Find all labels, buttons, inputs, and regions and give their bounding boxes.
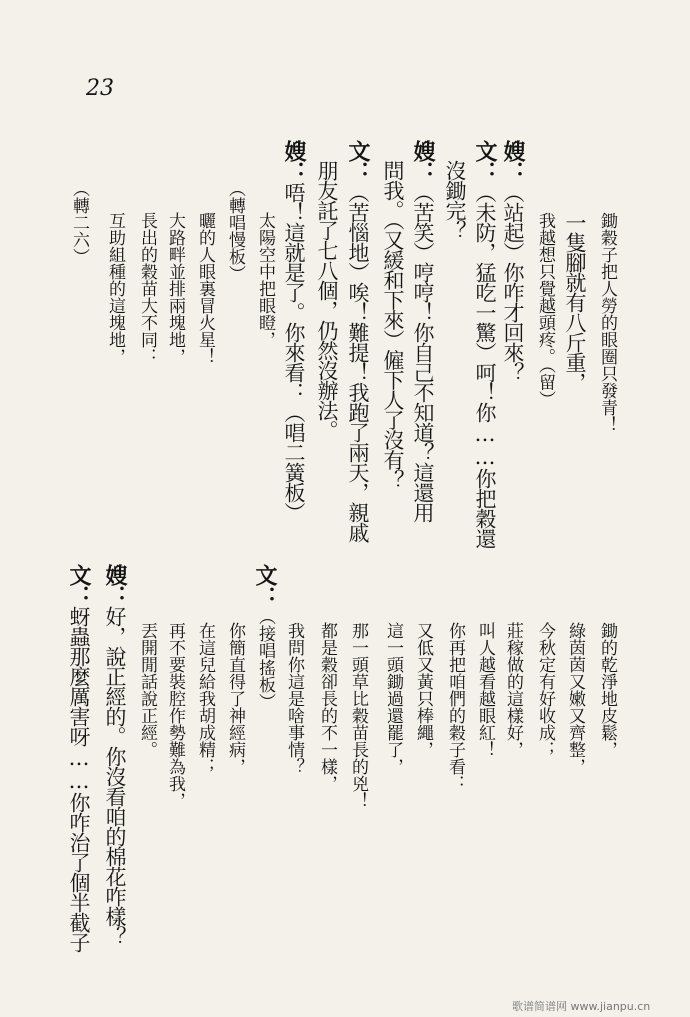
speaker-label: 文：	[345, 140, 371, 182]
column-text: 我問你這是啥事情？	[284, 622, 304, 775]
column-text: 在這兒給我胡成精；	[195, 622, 215, 775]
text-column	[64, 564, 94, 952]
column-text: （苦笑）哼哼！你自己不知道？這還用	[411, 182, 435, 522]
text-column	[64, 180, 94, 265]
text-column	[160, 622, 190, 809]
column-text: 沒鋤完？	[443, 160, 467, 240]
column-text: 那一頭草比穀苗長的兇！	[348, 622, 368, 809]
column-text: 莊稼做的這樣好，	[503, 622, 523, 758]
text-column	[408, 140, 438, 522]
column-text: 鋤穀子把人勞的眼圈只發青！	[597, 212, 617, 433]
speaker-label: 文：	[472, 140, 498, 182]
column-text: 太陽空中把眼瞪，	[255, 212, 275, 348]
speaker-label: 嫂：	[102, 564, 128, 606]
column-text: 都是穀卻長的不一樣，	[317, 622, 337, 792]
text-column	[530, 212, 560, 408]
text-column	[279, 140, 309, 522]
text-column	[343, 140, 373, 542]
column-text: 你簡直得了神經病，	[225, 622, 245, 775]
column-text: （接唱搖板）	[255, 608, 275, 710]
column-text: （未防，猛吃一驚）呵！你……你把穀還	[473, 182, 497, 548]
text-column	[440, 622, 470, 792]
column-text: 這一頭鋤過還罷了，	[383, 622, 403, 775]
text-column	[100, 564, 130, 946]
text-column	[279, 622, 309, 775]
column-text: 朋友託了七八個，仍然沒辦法。	[315, 160, 339, 440]
text-column	[190, 212, 220, 365]
text-column	[160, 212, 190, 365]
column-text: 長出的穀苗大不同：	[137, 212, 157, 365]
column-text: 丟開閒話說正經。	[137, 622, 157, 758]
column-text: 唔！這就是了。你來看：（唱二簧板）	[282, 182, 306, 522]
column-text: 蚜蟲那麼厲害呀……你咋治了個半截子	[67, 606, 91, 952]
text-column	[378, 160, 408, 490]
column-text: （站起）你咋才回來？	[501, 182, 525, 382]
speaker-label: 嫂：	[410, 140, 436, 182]
column-text: 一隻腳就有八斤重，	[563, 212, 587, 392]
text-column	[498, 622, 528, 758]
column-text: 我越想只覺越頭疼。（留）	[535, 212, 555, 408]
column-text: 曬的人眼裏冒火星！	[195, 212, 215, 365]
column-text: 你再把咱們的穀子看：	[445, 622, 465, 792]
column-text: 大路畔並排兩塊地，	[165, 212, 185, 365]
text-column	[100, 212, 130, 365]
column-text: 叫人越看越眼紅！	[475, 622, 495, 758]
text-column	[378, 622, 408, 775]
column-text: 又低又黃只棒繩，	[413, 622, 433, 758]
speaker-label: 嫂：	[500, 140, 526, 182]
text-column	[343, 622, 373, 809]
text-column	[408, 622, 438, 758]
column-text: 鋤的乾淨地皮鬆，	[597, 622, 617, 758]
column-text: （苦惱地）唉！難提！我跑了兩天，親戚	[346, 182, 370, 542]
text-column	[440, 160, 470, 240]
page-number: 23	[86, 76, 114, 101]
text-column	[470, 622, 500, 758]
column-text: （轉二六）	[69, 180, 89, 265]
text-column	[190, 622, 220, 775]
text-column	[592, 622, 622, 758]
column-text: 再不要裝腔作勢難為我，	[165, 622, 185, 809]
column-text: 好，說正經的。你沒看咱的棉花咋樣？	[103, 606, 127, 946]
speaker-label: 文：	[252, 564, 278, 608]
text-column	[530, 622, 560, 758]
text-column	[250, 564, 280, 710]
text-column	[560, 622, 590, 775]
text-column	[312, 160, 342, 440]
column-text: 綠茵茵又嫩又齊整，	[565, 622, 585, 775]
text-column	[498, 140, 528, 382]
speaker-label: 文：	[66, 564, 92, 606]
text-column	[250, 212, 280, 348]
text-column	[592, 212, 622, 433]
text-column	[470, 140, 500, 548]
text-column	[220, 622, 250, 775]
text-column	[312, 622, 342, 792]
text-column	[132, 622, 162, 758]
text-column	[132, 212, 162, 365]
text-column	[220, 180, 250, 282]
column-text: 問我。（又緩和下來）僱下人了沒有？	[381, 160, 405, 490]
column-text: 今秋定有好收成；	[535, 622, 555, 758]
watermark: 歌谱简谱网 www.jianpu.cn	[512, 1000, 651, 1013]
text-column	[560, 212, 590, 392]
column-text: （轉唱慢板）	[225, 180, 245, 282]
speaker-label: 嫂：	[281, 140, 307, 182]
column-text: 互助組種的這塊地，	[105, 212, 125, 365]
